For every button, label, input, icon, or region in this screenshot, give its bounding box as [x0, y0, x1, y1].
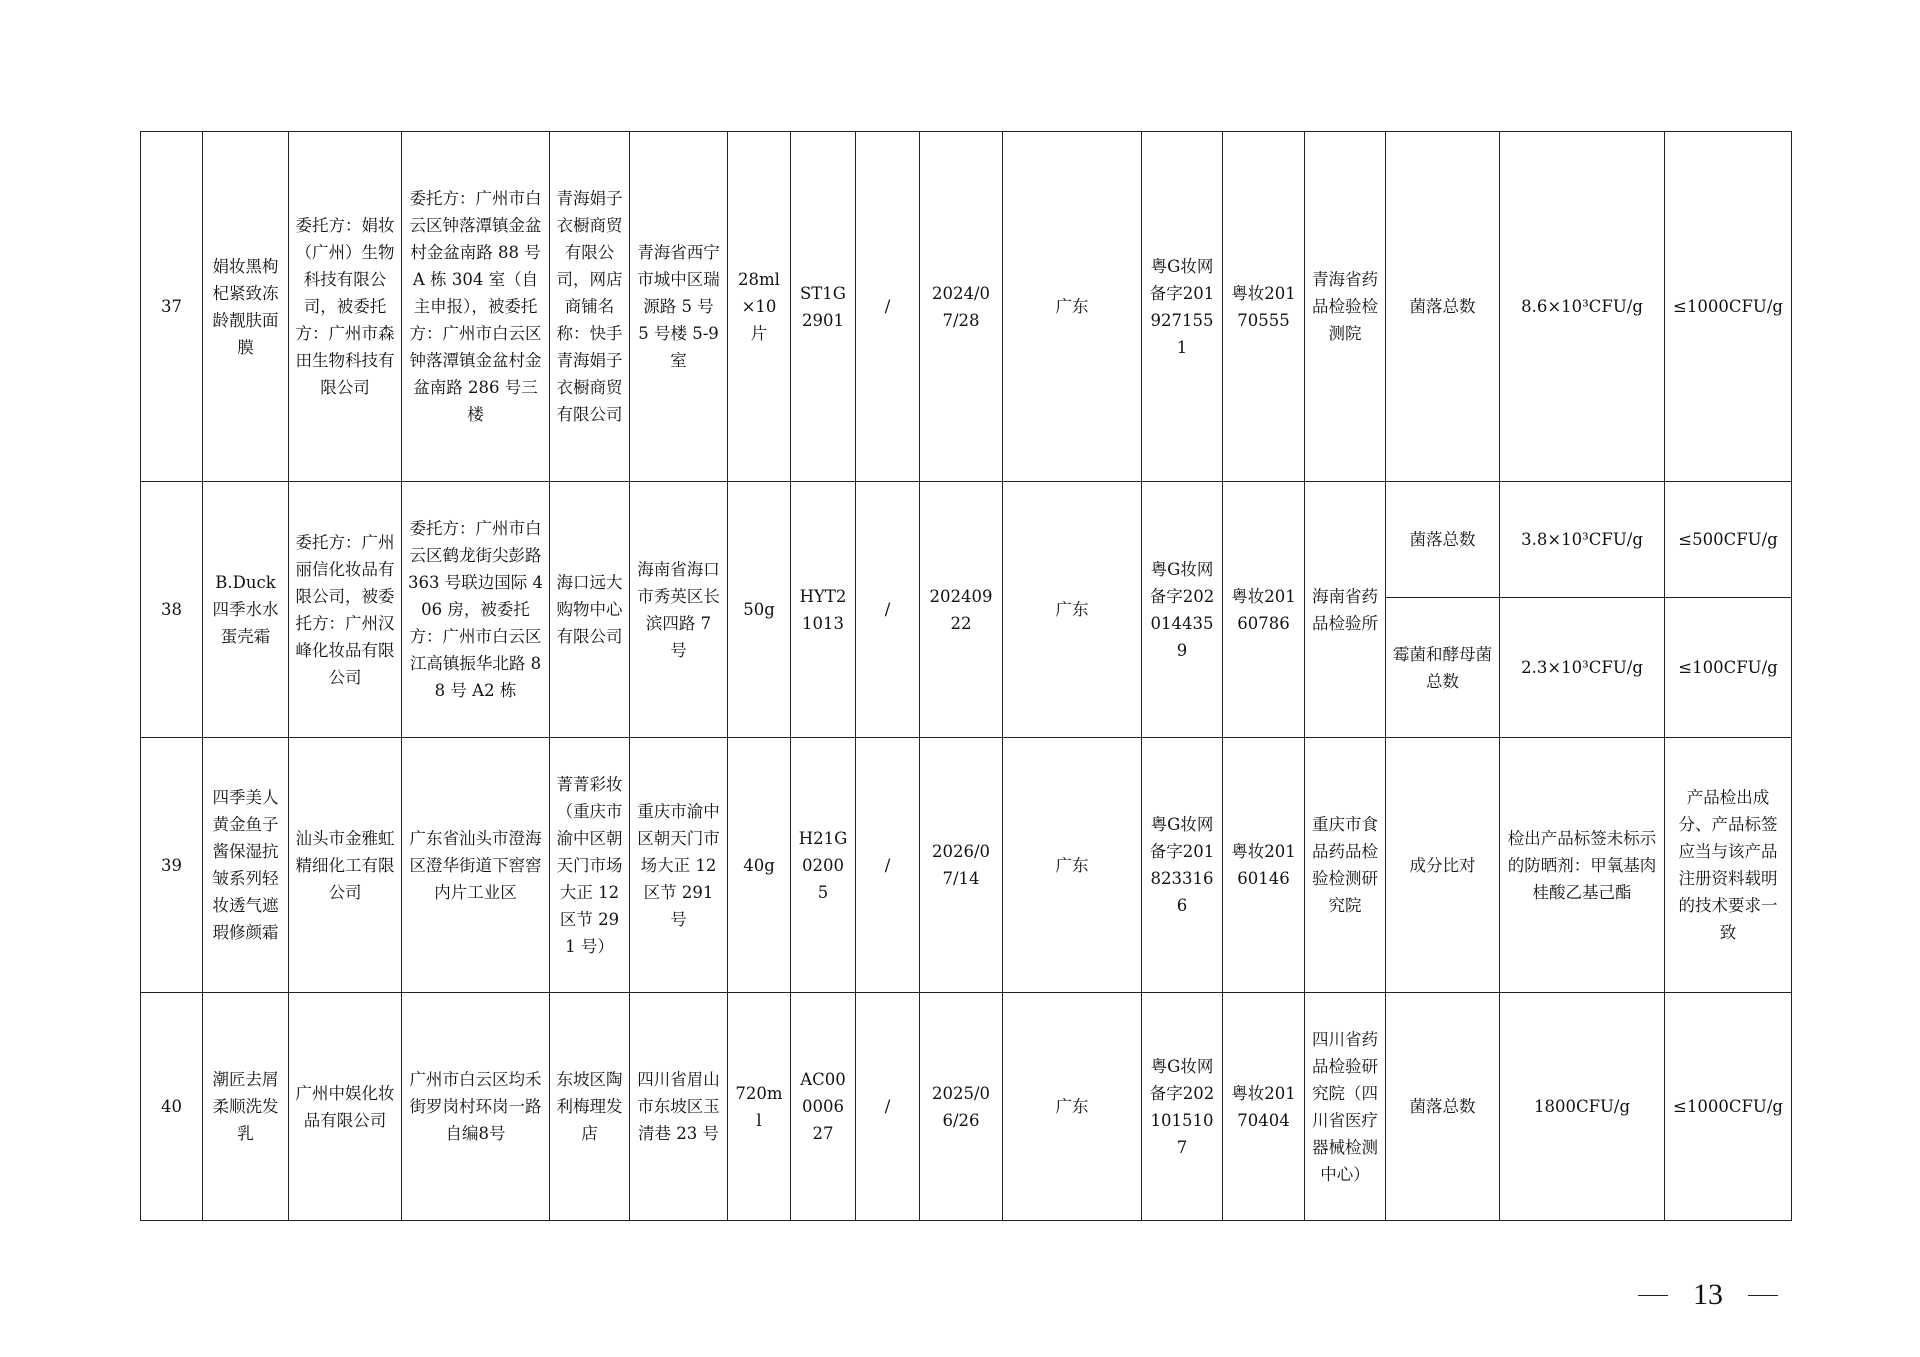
license-number: 粤妆20170555 — [1223, 132, 1305, 482]
specification: 720ml — [728, 993, 791, 1221]
product-name: B.Duck 四季水水蛋壳霜 — [203, 482, 289, 738]
standard-value: ≤100CFU/g — [1665, 598, 1792, 738]
seller-name: 东坡区陶利梅理发店 — [550, 993, 630, 1221]
production-date: 20240922 — [920, 482, 1003, 738]
seller-name: 菁菁彩妆（重庆市渝中区朝天门市场大正 12 区节 291 号） — [550, 738, 630, 993]
inspection-institute: 海南省药品检验所 — [1305, 482, 1386, 738]
batch-number: AC00000627 — [791, 993, 856, 1221]
license-number: 粤妆20160146 — [1223, 738, 1305, 993]
brand: / — [856, 738, 920, 993]
batch-number: ST1G2901 — [791, 132, 856, 482]
seller-address: 青海省西宁市城中区瑞源路 5 号 5 号楼 5-9 室 — [630, 132, 728, 482]
filing-number: 粤G妆网备字2019271551 — [1142, 132, 1223, 482]
inspection-item: 菌落总数 — [1386, 482, 1500, 598]
inspection-item: 菌落总数 — [1386, 132, 1500, 482]
row-number: 40 — [141, 993, 203, 1221]
page-number — [1638, 1278, 1778, 1312]
inspection-item: 成分比对 — [1386, 738, 1500, 993]
specification: 28ml×10片 — [728, 132, 791, 482]
production-date: 2024/07/28 — [920, 132, 1003, 482]
row-number: 38 — [141, 482, 203, 738]
standard-value: ≤1000CFU/g — [1665, 993, 1792, 1221]
inspection-item: 菌落总数 — [1386, 993, 1500, 1221]
producer-address: 广东省汕头市澄海区澄华街道下窖窖内片工业区 — [402, 738, 550, 993]
inspection-result: 8.6×10³CFU/g — [1500, 132, 1665, 482]
page-number-left-dash — [1638, 1295, 1668, 1296]
license-number: 粤妆20170404 — [1223, 993, 1305, 1221]
producer-address: 委托方：广州市白云区钟落潭镇金盆村金盆南路 88 号 A 栋 304 室（自主申报），被委托方：广州市白云区钟落潭镇金盆村金盆南路 286 号三楼 — [402, 132, 550, 482]
batch-number: HYT21013 — [791, 482, 856, 738]
batch-number: H21G02005 — [791, 738, 856, 993]
producer-name: 汕头市金雅虹精细化工有限公司 — [289, 738, 402, 993]
table-row — [141, 993, 1792, 1221]
inspection-institute: 青海省药品检验检测院 — [1305, 132, 1386, 482]
inspection-item: 霉菌和酵母菌总数 — [1386, 598, 1500, 738]
license-number: 粤妆20160786 — [1223, 482, 1305, 738]
product-name: 潮匠去屑柔顺洗发乳 — [203, 993, 289, 1221]
filing-number: 粤G妆网备字2020144359 — [1142, 482, 1223, 738]
producer-name: 委托方：广州丽信化妆品有限公司，被委托方：广州汉峰化妆品有限公司 — [289, 482, 402, 738]
inspection-result: 1800CFU/g — [1500, 993, 1665, 1221]
brand: / — [856, 482, 920, 738]
seller-name: 青海娟子衣橱商贸有限公司，网店商铺名称：快手青海娟子衣橱商贸有限公司 — [550, 132, 630, 482]
producer-name: 委托方：娟妆（广州）生物科技有限公司，被委托方：广州市森田生物科技有限公司 — [289, 132, 402, 482]
origin: 广东 — [1003, 993, 1142, 1221]
producer-address: 广州市白云区均禾街罗岗村环岗一路自编8号 — [402, 993, 550, 1221]
filing-number: 粤G妆网备字2021015107 — [1142, 993, 1223, 1221]
inspection-result: 检出产品标签未标示的防晒剂：甲氧基肉桂酸乙基己酯 — [1500, 738, 1665, 993]
standard-value: ≤1000CFU/g — [1665, 132, 1792, 482]
brand: / — [856, 993, 920, 1221]
production-date: 2026/07/14 — [920, 738, 1003, 993]
standard-value: ≤500CFU/g — [1665, 482, 1792, 598]
producer-name: 广州中娱化妆品有限公司 — [289, 993, 402, 1221]
brand: / — [856, 132, 920, 482]
page-number-value: 13 — [1693, 1278, 1723, 1311]
page-number-right-dash — [1748, 1295, 1778, 1296]
producer-address: 委托方：广州市白云区鹤龙街尖彭路 363 号联边国际 406 房，被委托方：广州市白云区江高镇振华北路 88 号 A2 栋 — [402, 482, 550, 738]
row-number: 37 — [141, 132, 203, 482]
specification: 50g — [728, 482, 791, 738]
production-date: 2025/06/26 — [920, 993, 1003, 1221]
inspection-result: 2.3×10³CFU/g — [1500, 598, 1665, 738]
inspection-institute: 四川省药品检验研究院（四川省医疗器械检测中心） — [1305, 993, 1386, 1221]
row-number: 39 — [141, 738, 203, 993]
inspection-institute: 重庆市食品药品检验检测研究院 — [1305, 738, 1386, 993]
seller-name: 海口远大购物中心有限公司 — [550, 482, 630, 738]
seller-address: 四川省眉山市东坡区玉清巷 23 号 — [630, 993, 728, 1221]
product-name: 四季美人黄金鱼子酱保湿抗皱系列轻妆透气遮瑕修颜霜 — [203, 738, 289, 993]
origin: 广东 — [1003, 132, 1142, 482]
product-name: 娟妆黑枸杞紧致冻龄靓肤面膜 — [203, 132, 289, 482]
standard-value: 产品检出成分、产品标签应当与该产品注册资料载明的技术要求一致 — [1665, 738, 1792, 993]
origin: 广东 — [1003, 738, 1142, 993]
table-row — [141, 132, 1792, 482]
seller-address: 重庆市渝中区朝天门市场大正 12 区节 291 号 — [630, 738, 728, 993]
inspection-results-table — [140, 131, 1792, 1221]
specification: 40g — [728, 738, 791, 993]
table-row — [141, 738, 1792, 993]
filing-number: 粤G妆网备字2018233166 — [1142, 738, 1223, 993]
origin: 广东 — [1003, 482, 1142, 738]
seller-address: 海南省海口市秀英区长滨四路 7 号 — [630, 482, 728, 738]
inspection-result: 3.8×10³CFU/g — [1500, 482, 1665, 598]
table-row — [141, 482, 1792, 598]
